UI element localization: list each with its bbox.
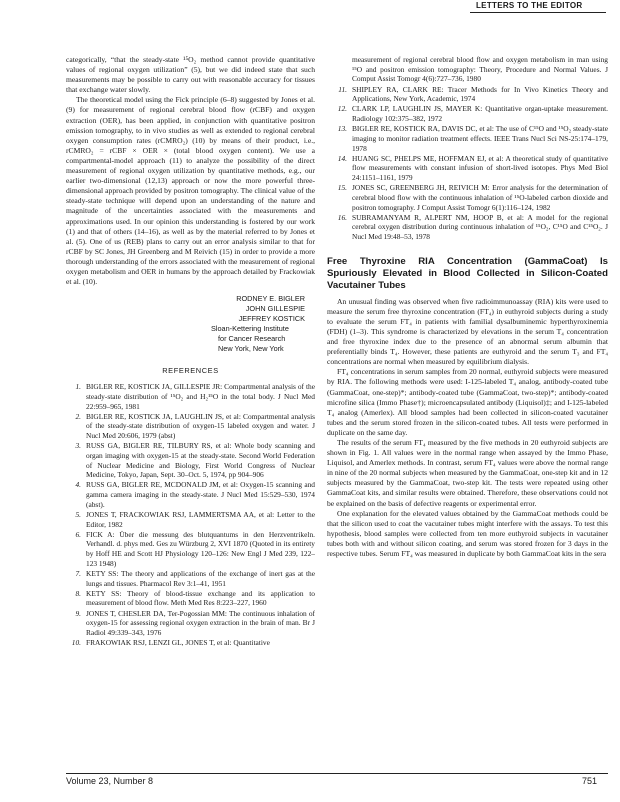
reference-item: 15. JONES SC, GREENBERG JH, REIVICH M: Error analysis for the determination of cerebral blood flow with the continuous inhalation of ¹⁵O-labeled carbon dioxide and positron tomography. J Comput Assist Tomogr 6(1):116–124, 1982 bbox=[337, 183, 608, 212]
reference-item: measurement of regional cerebral blood flow and oxygen metabolism in man using ¹⁵O and positron emission tomography: Theory, Procedure and Normal Values. J Comput Assist Tomogr 4(6):727–736, 1980 bbox=[352, 55, 608, 84]
footer-page-number: 751 bbox=[582, 776, 598, 786]
footer-volume: Volume 23, Number 8 bbox=[66, 776, 154, 786]
article-paragraph-2: FT₄ concentrations in serum samples from 20 normal, euthyroid subjects were measured by RIA. The following methods were used: I-125-labeled T₄ analog, antibody-coated tube (GammaCoat, one-step)*; antibody-coated tube (GammaCoat, two-step)*; antibody-coated microfine silica (Immo Phase†); microencapsulated antibody (Liquisol)‡; and I-125-labeled T₄ analog (Amerlex). All blood samples had been collected in silicon-coated vacutainer tubes and the serum stored frozen in the silicon-coated tubes. All tests were performed in duplicate on the same day. bbox=[327, 367, 608, 437]
article-title: Free Thyroxine RIA Concentration (GammaCoat) Is Spuriously Elevated in Blood Collected in Silicon-Coated Vacutainer Tubes bbox=[327, 255, 608, 291]
reference-item: 4. RUSS GA, BIGLER RE, MCDONALD JM, et al: Oxygen-15 scanning and gamma camera imaging in the steady-state. J Nucl Med 15:529–530, 1974 (abst). bbox=[75, 480, 315, 509]
article-paragraph-4: One explanation for the elevated values obtained by the GammaCoat methods could be that the silicon used to coat the vacutainer tubes might interfere with the assays. To test this hypothesis, blood samples were collected from ten more euthyroid subjects in vacutainer tubes both with and without silicon coating, and serum was stored frozen for 3 days in the respective tubes. Serum FT₄ was measured in duplicate by both GammaCoat kits in the sera bbox=[327, 508, 608, 559]
signature-affiliation: Sloan-Kettering Institute bbox=[211, 324, 289, 334]
signature-affiliation: New York, New York bbox=[218, 344, 284, 354]
signature-block bbox=[66, 294, 315, 354]
letter-paragraph-2: The theoretical model using the Fick principle (6–8) suggested by Jones et al. (9) for measurement of regional cerebral blood flow (rCBF) and oxygen extraction (OER), has been applied, in conjunction with quantitative positron emission tomography, to in vivo studies as well as extended to regional cerebral oxygen consumption rates (rCMRO₂) (10) by means of their product, i.e., rCMRO₂ = rCBF × OER × (total blood oxygen content). We use a compartmental-model approach (11) to analyze the possibility of the direct measurement of regional oxygen utilization by quantitative methods, e.g., our earlier two-dimensional (12,13) approach or now the more powerful three-dimensional approach provided by positron tomography. The clinical value of the steady-state technique will depend upon an understanding of the nature and magnitude of the uncertainties associated with the measurements and approximations used. In our opinion this understanding is fostered by our work (1) and that of others (14–16), as well as by the material referred to by Jones et al. (5). One of us (REB) plans to carry out an error analysis similar to that for rCBF by SC Jones, JH Greenberg and M Reivich (15) in order to provide a more thorough understanding of the errors associated with the measurement of regional oxygen metabolism and OER in humans by the approach detailed by Frackowiak et al. (10). bbox=[66, 95, 315, 287]
signature-author: RODNEY E. BIGLER bbox=[236, 294, 305, 304]
header-rule bbox=[470, 12, 606, 13]
references-list bbox=[66, 382, 315, 648]
right-column bbox=[327, 55, 608, 559]
signature-author: JEFFREY KOSTICK bbox=[238, 314, 305, 324]
reference-item: 1. BIGLER RE, KOSTICK JA, GILLESPIE JR: Compartmental analysis of the steady-state distribution of ¹⁵O₂ and H₂¹⁵O in the total body. J Nucl Med 22:959–965, 1981 bbox=[75, 382, 315, 411]
footer-rule bbox=[66, 773, 608, 774]
reference-item: 14. HUANG SC, PHELPS ME, HOFFMAN EJ, et al: A theoretical study of quantitative flow measurements with constant infusion of short-lived isotopes. Phys Med Biol 24:1151–1161, 1979 bbox=[337, 153, 608, 182]
reference-item: 13. BIGLER RE, KOSTICK RA, DAVIS DC, et al: The use of C¹⁵O and ¹⁵O₂ steady-state imaging to monitor radiation treatment effects. IEEE Trans Nucl Sci NS-25:174–179, 1978 bbox=[337, 124, 608, 153]
reference-item: 2. BIGLER RE, KOSTICK JA, LAUGHLIN JS, et al: Compartmental analysis of the steady-state distribution of oxygen-15 labeled oxygen and water. J Nucl Med 20:606, 1979 (abst) bbox=[75, 411, 315, 441]
reference-item: 12. CLARK LP, LAUGHLIN JS, MAYER K: Quantitative organ-uptake measurement. Radiology 102:375–382, 1972 bbox=[337, 104, 608, 123]
article-paragraph-3: The results of the serum FT₄ measured by the five methods in 20 euthyroid subjects are shown in Fig. 1. All values were in the normal range when assayed by the Immo Phase, Liquisol, and Amerlex methods. In contrast, serum FT₄ values were above the normal range in nine of the 20 normal subjects when measured by the GammaCoat, one-step kit and in 12 subjects measured by the GammaCoat, two-step kit. The tests were repeated using other GammaCoat kits, and similar results were obtained. Therefore, these observations could not be explained on the basis of defective reagents or experimental error. bbox=[327, 438, 608, 508]
article-paragraph-1: An unusual finding was observed when five radioimmunoassay (RIA) kits were used to measure the serum free thyroxine concentration (FT₄) in euthyroid subjects during a study to evaluate the serum FT₄ in patients with familial dysalbuminemic hyperthyroxinemia (FDH) (1–3). This syndrome is characterized by elevations in the serum T₄ concentration and free thyroxine index due to the presence of an abnormal serum albumin that preferentially binds T₄. However, these patients are euthyroid and the serum T₃ and FT₄ concentrations are normal when measured by equilibrium dialysis. bbox=[327, 296, 608, 367]
reference-item: 8. KETY SS: Theory of blood-tissue exchange and its application to measurement of blood flow. Meth Med Res 8:223–227, 1960 bbox=[75, 588, 315, 608]
references-continued bbox=[327, 55, 608, 242]
reference-item: 6. FICK A: Über die messung des blutquantums in den Herzventrikeln. Verhandl. d. phys med. Ges zu Würzburg 2, XVI 1870 (Quoted in its entirety by Hoff HE and Scott HJ Physiology 120–126: New Engl J Med 239, 122–123 1948) bbox=[75, 529, 315, 568]
reference-item: 11. SHIPLEY RA, CLARK RE: Tracer Methods for In Vivo Kinetics Theory and Applications, New York, Academic, 1974 bbox=[338, 84, 608, 104]
references-heading: REFERENCES bbox=[162, 366, 219, 376]
reference-item: 16. SUBRAMANYAM R, ALPERT NM, HOOP B, et al: A model for the regional cerebral oxygen distribution during continuous inhalation of ¹⁵O₂, C¹⁵O and C¹⁵O₂. J Nucl Med 19:48–53, 1978 bbox=[337, 212, 608, 241]
reference-item: 7. KETY SS: The theory and applications of the exchange of inert gas at the lungs and tissues. Pharmacol Rev 3:1–41, 1951 bbox=[75, 568, 315, 588]
signature-affiliation: for Cancer Research bbox=[218, 334, 286, 344]
signature-author: JOHN GILLESPIE bbox=[245, 304, 305, 314]
reference-item: 5. JONES T, FRACKOWIAK RSJ, LAMMERTSMA AA, et al: Letter to the Editor, 1982 bbox=[75, 509, 315, 529]
reference-item: 10. FRAKOWIAK RSJ, LENZI GL, JONES T, et al: Quantitative bbox=[71, 638, 270, 648]
left-column bbox=[66, 55, 315, 648]
letter-paragraph-1: categorically, “that the steady-state ¹⁵O₂ method cannot provide quantitative values of regional oxygen utilization” (5), but we did indeed state that such measurements may be possible to carry out with reasonable accuracy for tissues that exchange water slowly. bbox=[66, 55, 315, 95]
reference-item: 9. JONES T, CHESLER DA, Ter-Pogossian MM: The continuous inhalation of oxygen-15 for assessing regional oxygen extraction in the brain of man. Br J Radiol 49:339–343, 1976 bbox=[75, 608, 315, 637]
running-head: LETTERS TO THE EDITOR bbox=[476, 1, 583, 10]
reference-item: 3. RUSS GA, BIGLER RE, TILBURY RS, et al: Whole body scanning and organ imaging with oxygen-15 at the steady-state. Second World Federation of Nuclear Medicine and Biology, First World Congress of Nuclear Medicine, Tokyo, Japan, Sept. 30–Oct. 5, 1974, pp 904–906 bbox=[75, 441, 315, 480]
